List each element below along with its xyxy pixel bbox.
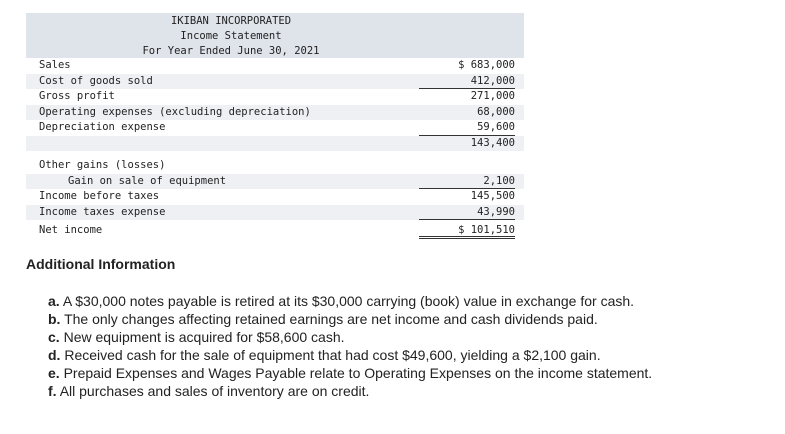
statement-header <box>26 13 524 58</box>
item-text: New equipment is acquired for $58,600 cash. <box>63 329 345 345</box>
row-amount: $ 101,510 <box>419 223 515 239</box>
row-label: Other gains (losses) <box>39 159 166 171</box>
additional-info-heading: Additional Information <box>26 256 176 272</box>
list-item <box>48 292 652 310</box>
row-income-taxes <box>26 205 524 221</box>
row-gross-profit <box>26 89 524 105</box>
row-label: Income taxes expense <box>39 205 166 218</box>
item-letter: d. <box>48 347 61 363</box>
list-item <box>48 364 652 382</box>
row-label: Operating expenses (excluding depreciation) <box>39 105 311 118</box>
row-amount: 412,000 <box>419 74 515 90</box>
row-amount: 2,100 <box>419 174 515 190</box>
item-text: Prepaid Expenses and Wages Payable relate to Operating Expenses on the income statement. <box>63 365 653 381</box>
row-label: Depreciation expense <box>39 121 166 133</box>
row-label: Gain on sale of equipment <box>68 174 227 187</box>
list-item <box>48 310 652 328</box>
row-amount: 143,400 <box>470 136 515 149</box>
row-income-before-taxes <box>26 189 524 205</box>
item-text: The only changes affecting retained earnings are net income and cash dividends paid. <box>64 311 598 327</box>
list-item <box>48 328 652 346</box>
row-amount: 145,500 <box>470 190 515 202</box>
row-sales <box>26 58 524 74</box>
company-name: IKIBAN INCORPORATED <box>170 15 292 27</box>
row-label: Sales <box>39 59 71 71</box>
row-label: Gross profit <box>39 90 115 102</box>
list-item <box>48 382 652 400</box>
row-amount: 271,000 <box>470 90 515 102</box>
item-letter: c. <box>48 329 60 345</box>
item-text: A $30,000 notes payable is retired at its $30,000 carrying (book) value in exchange for cash. <box>62 293 635 309</box>
statement-period: For Year Ended June 30, 2021 <box>142 45 320 57</box>
row-amount: 43,990 <box>419 205 515 221</box>
statement-title: Income Statement <box>180 30 282 42</box>
row-depreciation <box>26 120 524 136</box>
row-label: Cost of goods sold <box>39 74 153 87</box>
item-letter: a. <box>48 293 60 309</box>
row-amount: 68,000 <box>477 105 515 118</box>
additional-info-list <box>48 292 652 400</box>
row-label: Net income <box>39 224 103 236</box>
row-amount: 59,600 <box>419 120 515 136</box>
income-statement <box>26 13 524 239</box>
row-total-expenses <box>26 136 524 152</box>
item-letter: f. <box>48 383 57 399</box>
row-net-income <box>26 223 524 239</box>
item-letter: b. <box>48 311 61 327</box>
row-cogs <box>26 74 524 90</box>
row-operating-expenses <box>26 105 524 121</box>
row-other-gains <box>26 158 524 174</box>
list-item <box>48 346 652 364</box>
row-label: Income before taxes <box>39 190 160 202</box>
item-text: All purchases and sales of inventory are on credit. <box>59 383 370 399</box>
item-text: Received cash for the sale of equipment that had cost $49,600, yielding a $2,100 gain. <box>64 347 601 363</box>
row-amount: $ 683,000 <box>458 59 515 71</box>
item-letter: e. <box>48 365 60 381</box>
row-gain-on-sale <box>26 174 524 190</box>
